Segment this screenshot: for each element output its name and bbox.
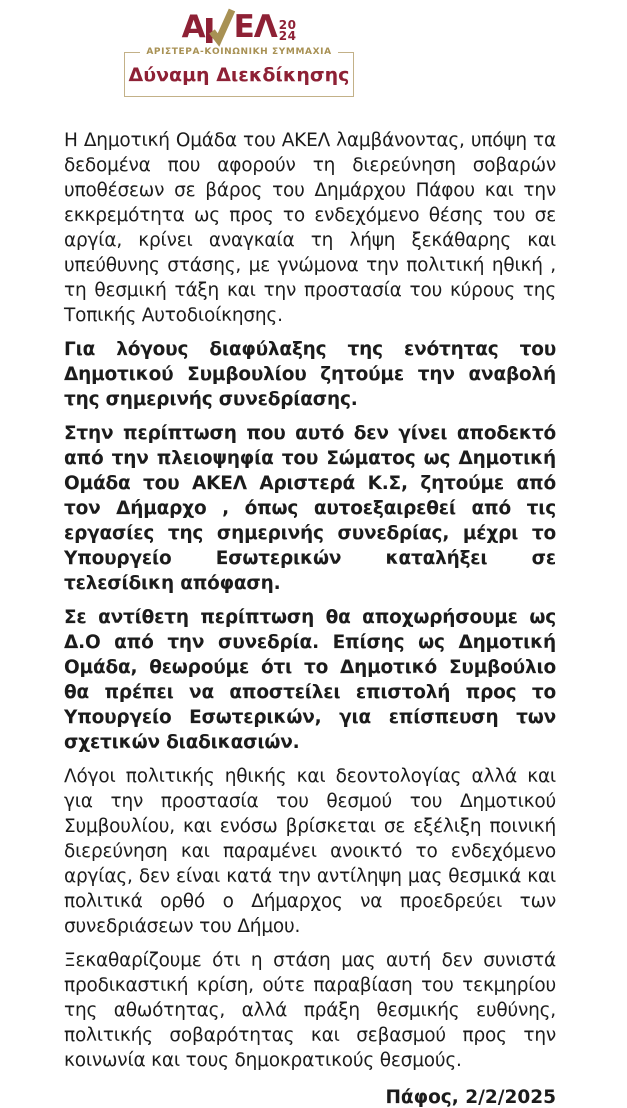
- paragraph-3: Στην περίπτωση που αυτό δεν γίνει αποδεκτό από την πλειοψηφία του Σώματος ως Δημοτική Ομάδα του ΑΚΕΛ Αριστερά Κ.Σ, ζητούμε από τον Δήμαρχο , όπως αυτοεξαιρεθεί από τις εργασίες της σημερινής συνεδρίας, μέχρι το Υπουργείο Εσωτερικών καταλήξει σε τελεσίδικη απόφαση.: [64, 423, 556, 594]
- akel-letter-alpha: Α: [181, 9, 205, 45]
- akel-letters-el: ΕΛ: [233, 9, 277, 45]
- paragraph-6: Ξεκαθαρίζουμε ότι η στάση μας αυτή δεν συνιστά προδικαστική κρίση, ούτε παραβίαση του τεκμηρίου της αθωότητας, αλλά πράξη θεσμικής ευθύνης, πολιτικής σοβαρότητας και σεβασμού προς την κοινωνία και τους δημοκρατικούς θεσμούς.: [64, 950, 556, 1071]
- paragraph-4: Σε αντίθετη περίπτωση θα αποχωρήσουμε ως Δ.Ο από την συνεδρία. Επίσης ως Δημοτική Ομάδα, θεωρούμε ότι το Δημοτικό Συμβούλιο θα πρέπει να αποστείλει επιστολή προς το Υπουργείο Εσωτερικών, για επίσπευση των σχετικών διαδικασιών.: [64, 607, 556, 753]
- akel-year-bottom: 24: [278, 29, 297, 43]
- statement-body: [64, 128, 556, 1108]
- alliance-tagline: ΑΡΙΣΤΕΡΑ-ΚΟΙΝΩΝΙΚΗ ΣΥΜΜΑΧΙΑ: [146, 47, 332, 57]
- check-k-icon: [206, 10, 233, 43]
- slogan-box: [124, 47, 355, 97]
- akel-wordmark: [182, 10, 297, 43]
- paragraph-2: Για λόγους διαφύλαξης της ενότητας του Δημοτικού Συμβουλίου ζητούμε την αναβολή της σημερινής συνεδρίασης.: [64, 339, 556, 410]
- paragraph-5: Λόγοι πολιτικής ηθικής και δεοντολογίας αλλά και για την προστασία του θεσμού του Δημοτικού Συμβουλίου, και ενόσω βρίσκεται σε εξέλιξη ποινική διερεύνηση και παραμένει ανοικτό το ενδεχόμενο αργίας, δεν είναι κατά την αντίληψη μας θεσμικά και πολιτικά ορθό ο Δήμαρχος να προεδρεύει των συνεδριάσεων του Δήμου.: [64, 766, 556, 937]
- dateline: Πάφος, 2/2/2025: [385, 1087, 556, 1108]
- akel-logo: [128, 9, 350, 97]
- slogan-text: Δύναμη Διεκδίκησης: [128, 64, 350, 86]
- akel-year: [279, 20, 297, 42]
- paragraph-1: Η Δημοτική Ομάδα του ΑΚΕΛ λαμβάνοντας, υπόψη τα δεδομένα που αφορούν τη διερεύνηση σοβαρών υποθέσεων σε βάρος του Δημάρχου Πάφου και την εκκρεμότητα ως προς το ενδεχόμενο θέσης του σε αργία, κρίνει αναγκαία τη λήψη ξεκάθαρης και υπεύθυνης στάσης, με γνώμονα την πολιτική ηθική , τη θεσμική τάξη και την προστασία του κύρους της Τοπικής Αυτοδιοίκησης.: [64, 130, 556, 326]
- akel-year-top: 20: [278, 18, 297, 32]
